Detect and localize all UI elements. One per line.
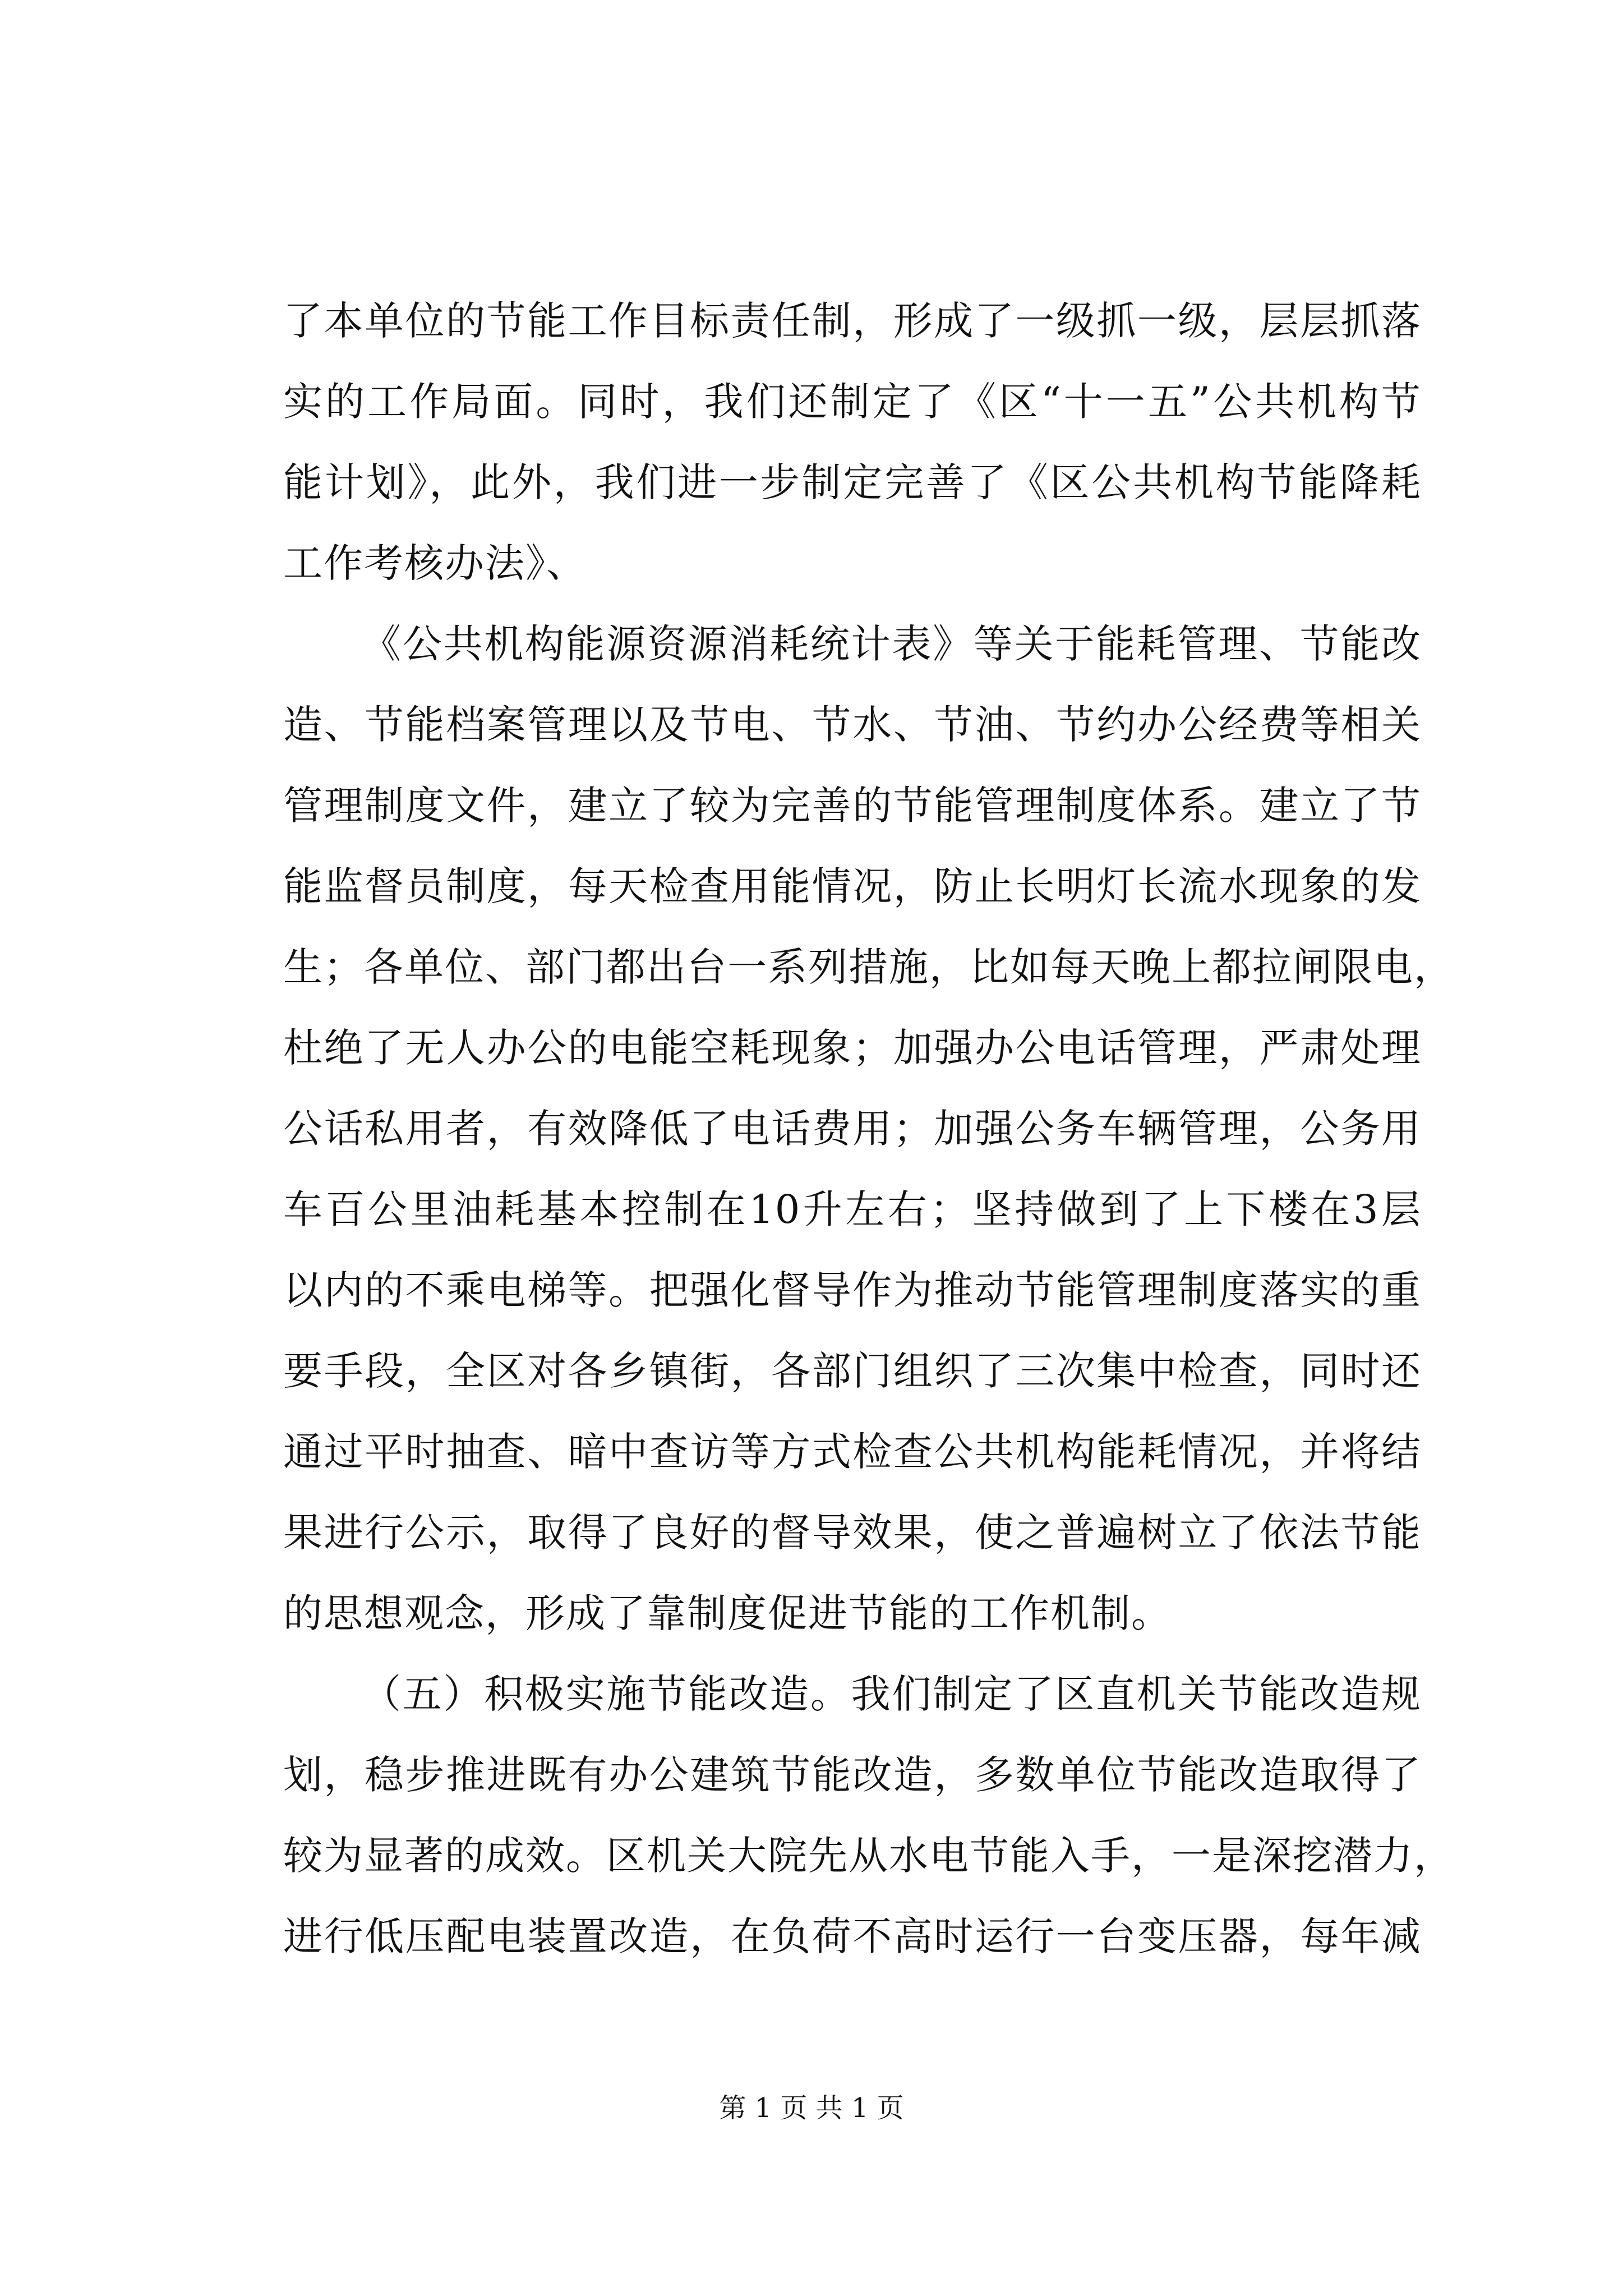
text-line: 要手段，全区对各乡镇街，各部门组织了三次集中检查，同时还: [283, 1348, 1422, 1394]
paragraph-start-line: （五）积极实施节能改造。我们制定了区直机关节能改造规: [362, 1671, 1422, 1717]
text-line: 实的工作局面。同时，我们还制定了《区“十一五”公共机构节: [283, 379, 1422, 425]
text-line: 了本单位的节能工作目标责任制，形成了一级抓一级，层层抓落: [283, 298, 1422, 344]
text-line: 造、节能档案管理以及节电、节水、节油、节约办公经费等相关: [283, 702, 1422, 748]
text-line: 能监督员制度，每天检查用能情况，防止长明灯长流水现象的发: [283, 863, 1422, 909]
text-line: 以内的不乘电梯等。把强化督导作为推动节能管理制度落实的重: [283, 1267, 1422, 1313]
text-line: 划，稳步推进既有办公建筑节能改造，多数单位节能改造取得了: [283, 1752, 1422, 1798]
text-line: 杜绝了无人办公的电能空耗现象；加强办公电话管理，严肃处理: [283, 1025, 1422, 1071]
text-line: 的思想观念，形成了靠制度促进节能的工作机制。: [283, 1590, 1172, 1636]
text-line: 管理制度文件，建立了较为完善的节能管理制度体系。建立了节: [283, 783, 1422, 829]
document-body: [283, 280, 1454, 1977]
text-line: 生；各单位、部门都出台一系列措施，比如每天晚上都拉闸限电，: [283, 944, 1454, 990]
text-line: 进行低压配电装置改造，在负荷不高时运行一台变压器，每年减: [283, 1913, 1422, 1959]
text-line: 通过平时抽查、暗中查访等方式检查公共机构能耗情况，并将结: [283, 1429, 1422, 1475]
text-line: 果进行公示，取得了良好的督导效果，使之普遍树立了依法节能: [283, 1510, 1422, 1556]
paragraph-start-line: 《公共机构能源资源消耗统计表》等关于能耗管理、节能改: [362, 621, 1422, 667]
text-line: 工作考核办法》、: [283, 540, 587, 586]
page-number-footer: 第 1 页 共 1 页: [719, 2092, 904, 2124]
text-line: 车百公里油耗基本控制在10升左右；坚持做到了上下楼在3层: [283, 1186, 1422, 1232]
text-line: 能计划》，此外，我们进一步制定完善了《区公共机构节能降耗: [283, 459, 1422, 505]
text-line: 较为显著的成效。区机关大院先从水电节能入手，一是深挖潜力，: [283, 1833, 1454, 1879]
text-line: 公话私用者，有效降低了电话费用；加强公务车辆管理，公务用: [283, 1106, 1422, 1152]
